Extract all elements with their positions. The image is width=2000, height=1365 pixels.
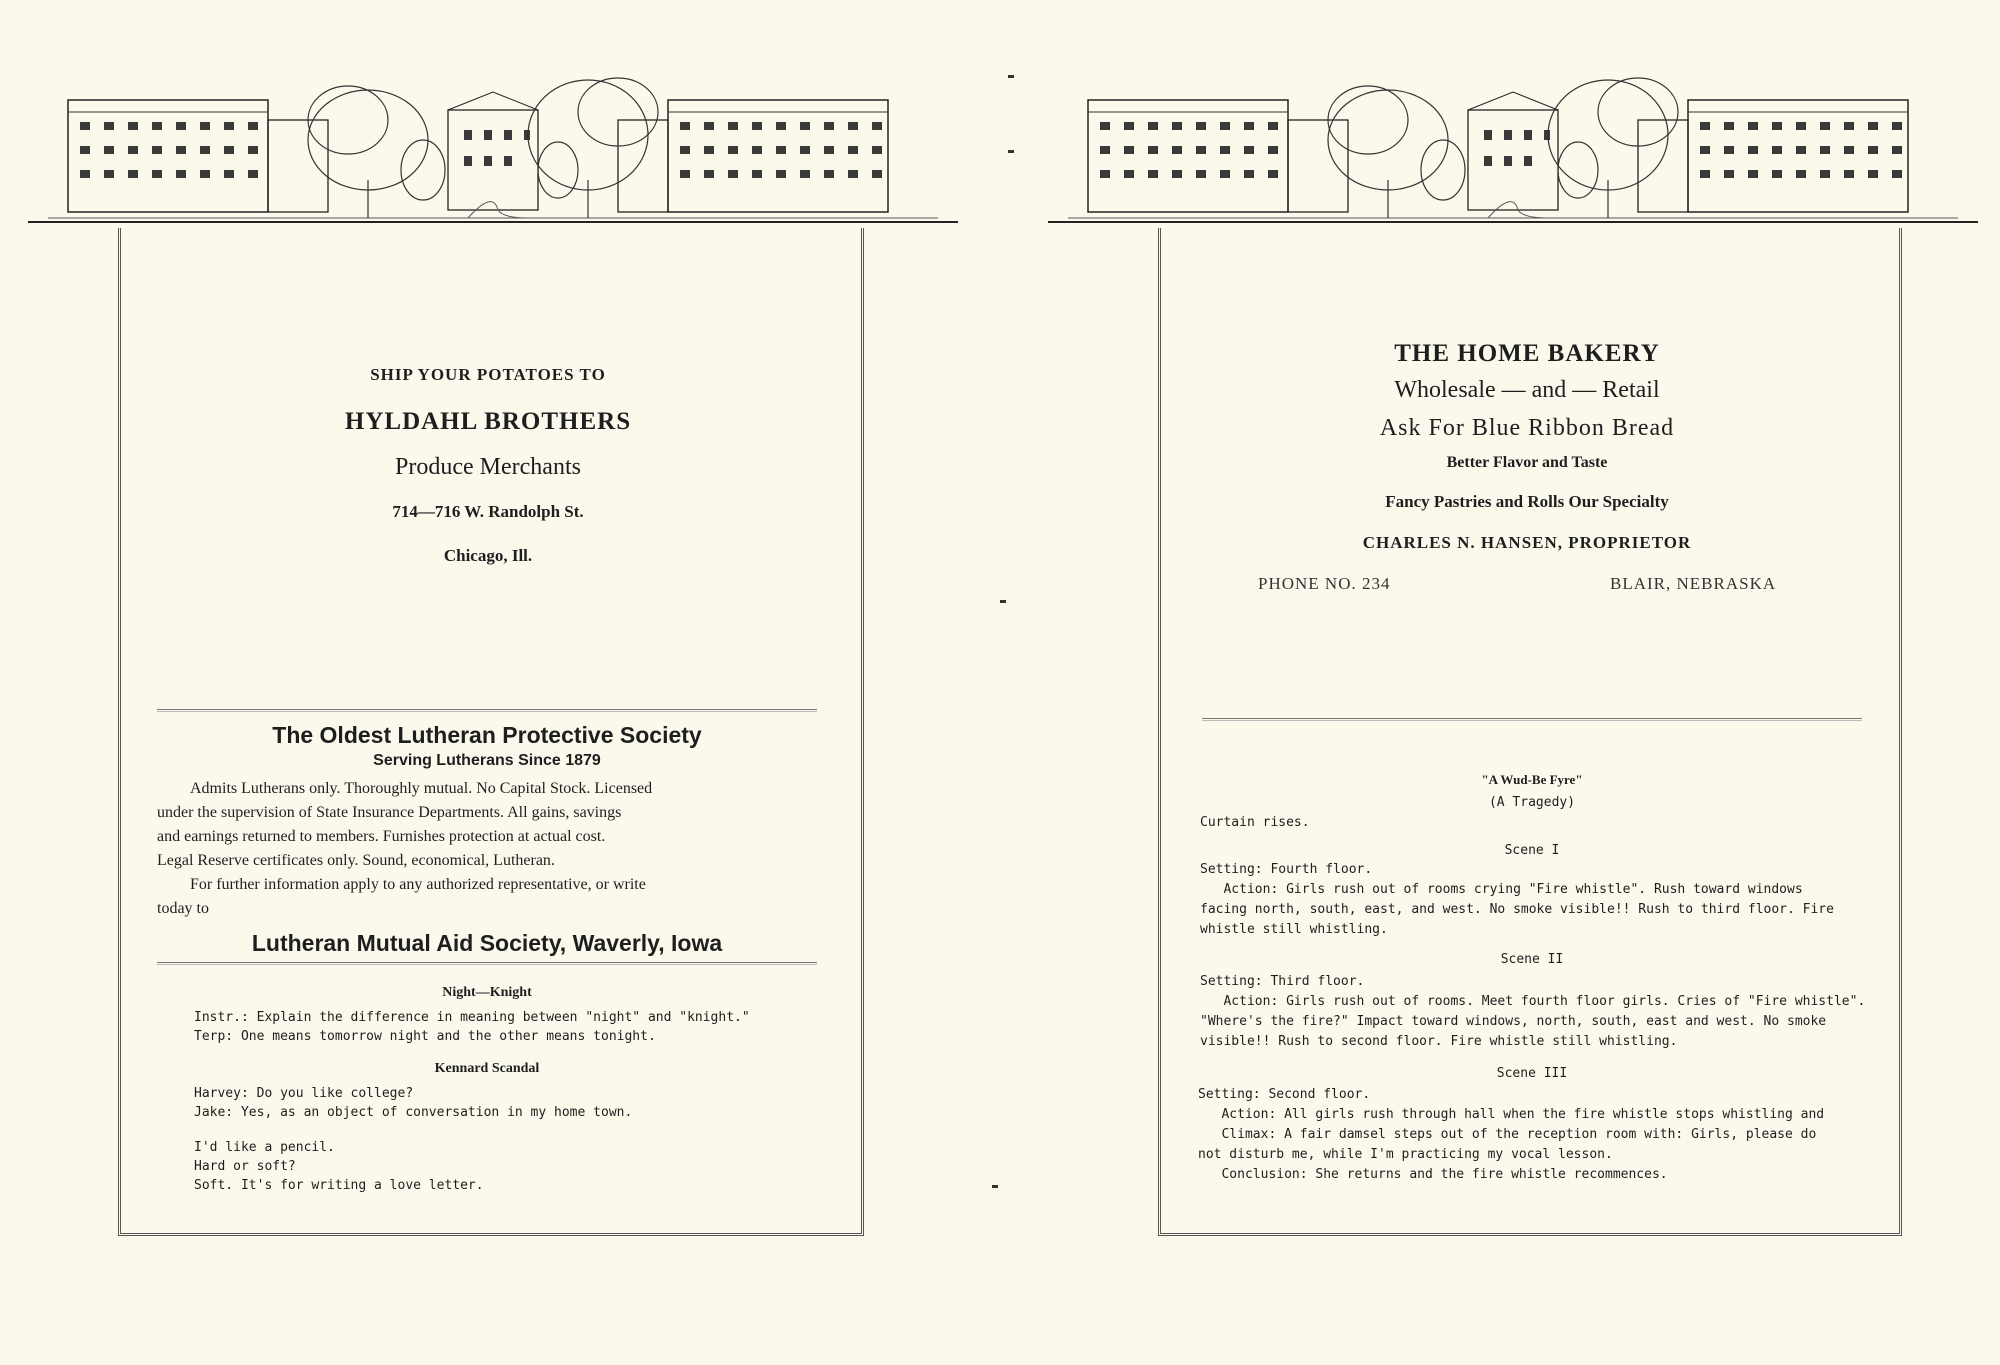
play-line: Action: Girls rush out of rooms crying "Fire whistle". Rush toward windows bbox=[1200, 882, 1803, 897]
body-line: Admits Lutherans only. Thoroughly mutual. No Capital Stock. Licensed bbox=[190, 780, 653, 797]
ad-company-name: HYLDAHL BROTHERS bbox=[344, 408, 632, 435]
left-page bbox=[0, 0, 980, 1365]
joke-title: Kennard Scandal bbox=[434, 1061, 540, 1076]
ad-lead: SHIP YOUR POTATOES TO bbox=[370, 365, 606, 384]
divider-rule bbox=[1202, 718, 1862, 721]
scene-heading: Scene II bbox=[1500, 952, 1564, 967]
bakery-line1: Wholesale — and — Retail bbox=[1394, 377, 1660, 403]
joke-title: Night—Knight bbox=[442, 985, 532, 1000]
bakery-name: THE HOME BAKERY bbox=[1394, 340, 1660, 367]
campus-illustration bbox=[1048, 50, 1978, 230]
campus-illustration bbox=[28, 50, 958, 230]
play-line: Action: Girls rush out of rooms. Meet fourth floor girls. Cries of "Fire whistle". bbox=[1200, 994, 1866, 1009]
society-title: The Oldest Lutheran Protective Society bbox=[272, 722, 702, 748]
divider-rule bbox=[157, 709, 817, 712]
joke-line: I'd like a pencil. bbox=[194, 1140, 335, 1155]
joke-line: Harvey: Do you like college? bbox=[194, 1086, 414, 1101]
bakery-phone: PHONE NO. 234 bbox=[1258, 574, 1391, 593]
bakery-line2: Ask For Blue Ribbon Bread bbox=[1379, 415, 1675, 441]
body-line: today to bbox=[157, 900, 209, 917]
binding-mark bbox=[1008, 150, 1014, 153]
binding-mark bbox=[992, 1185, 998, 1188]
joke-line: Terp: One means tomorrow night and the other means tonight. bbox=[194, 1029, 656, 1044]
play-line: not disturb me, while I'm practicing my vocal lesson. bbox=[1198, 1147, 1613, 1162]
society-subtitle: Serving Lutherans Since 1879 bbox=[373, 752, 601, 769]
play-line: Conclusion: She returns and the fire whistle recommences. bbox=[1198, 1167, 1668, 1182]
play-line: Action: All girls rush through hall when the fire whistle stops whistling and bbox=[1198, 1107, 1825, 1122]
joke-line: Hard or soft? bbox=[194, 1159, 296, 1174]
bakery-line4: Fancy Pastries and Rolls Our Specialty bbox=[1385, 492, 1669, 511]
ad-address: 714—716 W. Randolph St. bbox=[392, 502, 584, 521]
joke-line: Jake: Yes, as an object of conversation in my home town. bbox=[194, 1105, 633, 1120]
scene-heading: Scene III bbox=[1496, 1066, 1568, 1081]
body-line: under the supervision of State Insurance Departments. All gains, savings bbox=[157, 804, 622, 821]
right-page bbox=[1020, 0, 2000, 1365]
joke-line: Instr.: Explain the difference in meaning between "night" and "knight." bbox=[194, 1010, 750, 1025]
play-line: visible!! Rush to second floor. Fire whistle still whistling. bbox=[1200, 1034, 1678, 1049]
play-line: facing north, south, east, and west. No smoke visible!! Rush to third floor. Fire bbox=[1200, 902, 1834, 917]
play-line: Climax: A fair damsel steps out of the reception room with: Girls, please do bbox=[1198, 1127, 1817, 1142]
body-line: and earnings returned to members. Furnishes protection at actual cost. bbox=[157, 828, 606, 845]
divider-rule bbox=[157, 962, 817, 965]
play-line: Setting: Fourth floor. bbox=[1200, 862, 1373, 877]
play-line: Setting: Second floor. bbox=[1198, 1087, 1371, 1102]
play-line: Curtain rises. bbox=[1200, 815, 1310, 830]
ad-tagline: Produce Merchants bbox=[395, 454, 581, 480]
scene-heading: Scene I bbox=[1504, 843, 1560, 858]
play-title: "A Wud-Be Fyre" bbox=[1481, 772, 1583, 787]
binding-mark bbox=[1000, 600, 1006, 603]
bakery-location: BLAIR, NEBRASKA bbox=[1610, 574, 1777, 593]
play-line: "Where's the fire?" Impact toward windows, north, south, east and west. No smoke bbox=[1200, 1014, 1827, 1029]
society-footer: Lutheran Mutual Aid Society, Waverly, Iowa bbox=[251, 930, 723, 956]
bakery-proprietor: CHARLES N. HANSEN, PROPRIETOR bbox=[1362, 533, 1692, 552]
ad-city: Chicago, Ill. bbox=[443, 546, 533, 565]
play-line: Setting: Third floor. bbox=[1200, 974, 1365, 989]
joke-line: Soft. It's for writing a love letter. bbox=[194, 1178, 484, 1193]
bakery-line3: Better Flavor and Taste bbox=[1446, 454, 1608, 471]
play-subtitle: (A Tragedy) bbox=[1488, 795, 1576, 810]
body-line: For further information apply to any authorized representative, or write bbox=[190, 876, 646, 893]
play-line: whistle still whistling. bbox=[1200, 922, 1388, 937]
body-line: Legal Reserve certificates only. Sound, economical, Lutheran. bbox=[157, 852, 555, 869]
binding-mark bbox=[1008, 75, 1014, 78]
